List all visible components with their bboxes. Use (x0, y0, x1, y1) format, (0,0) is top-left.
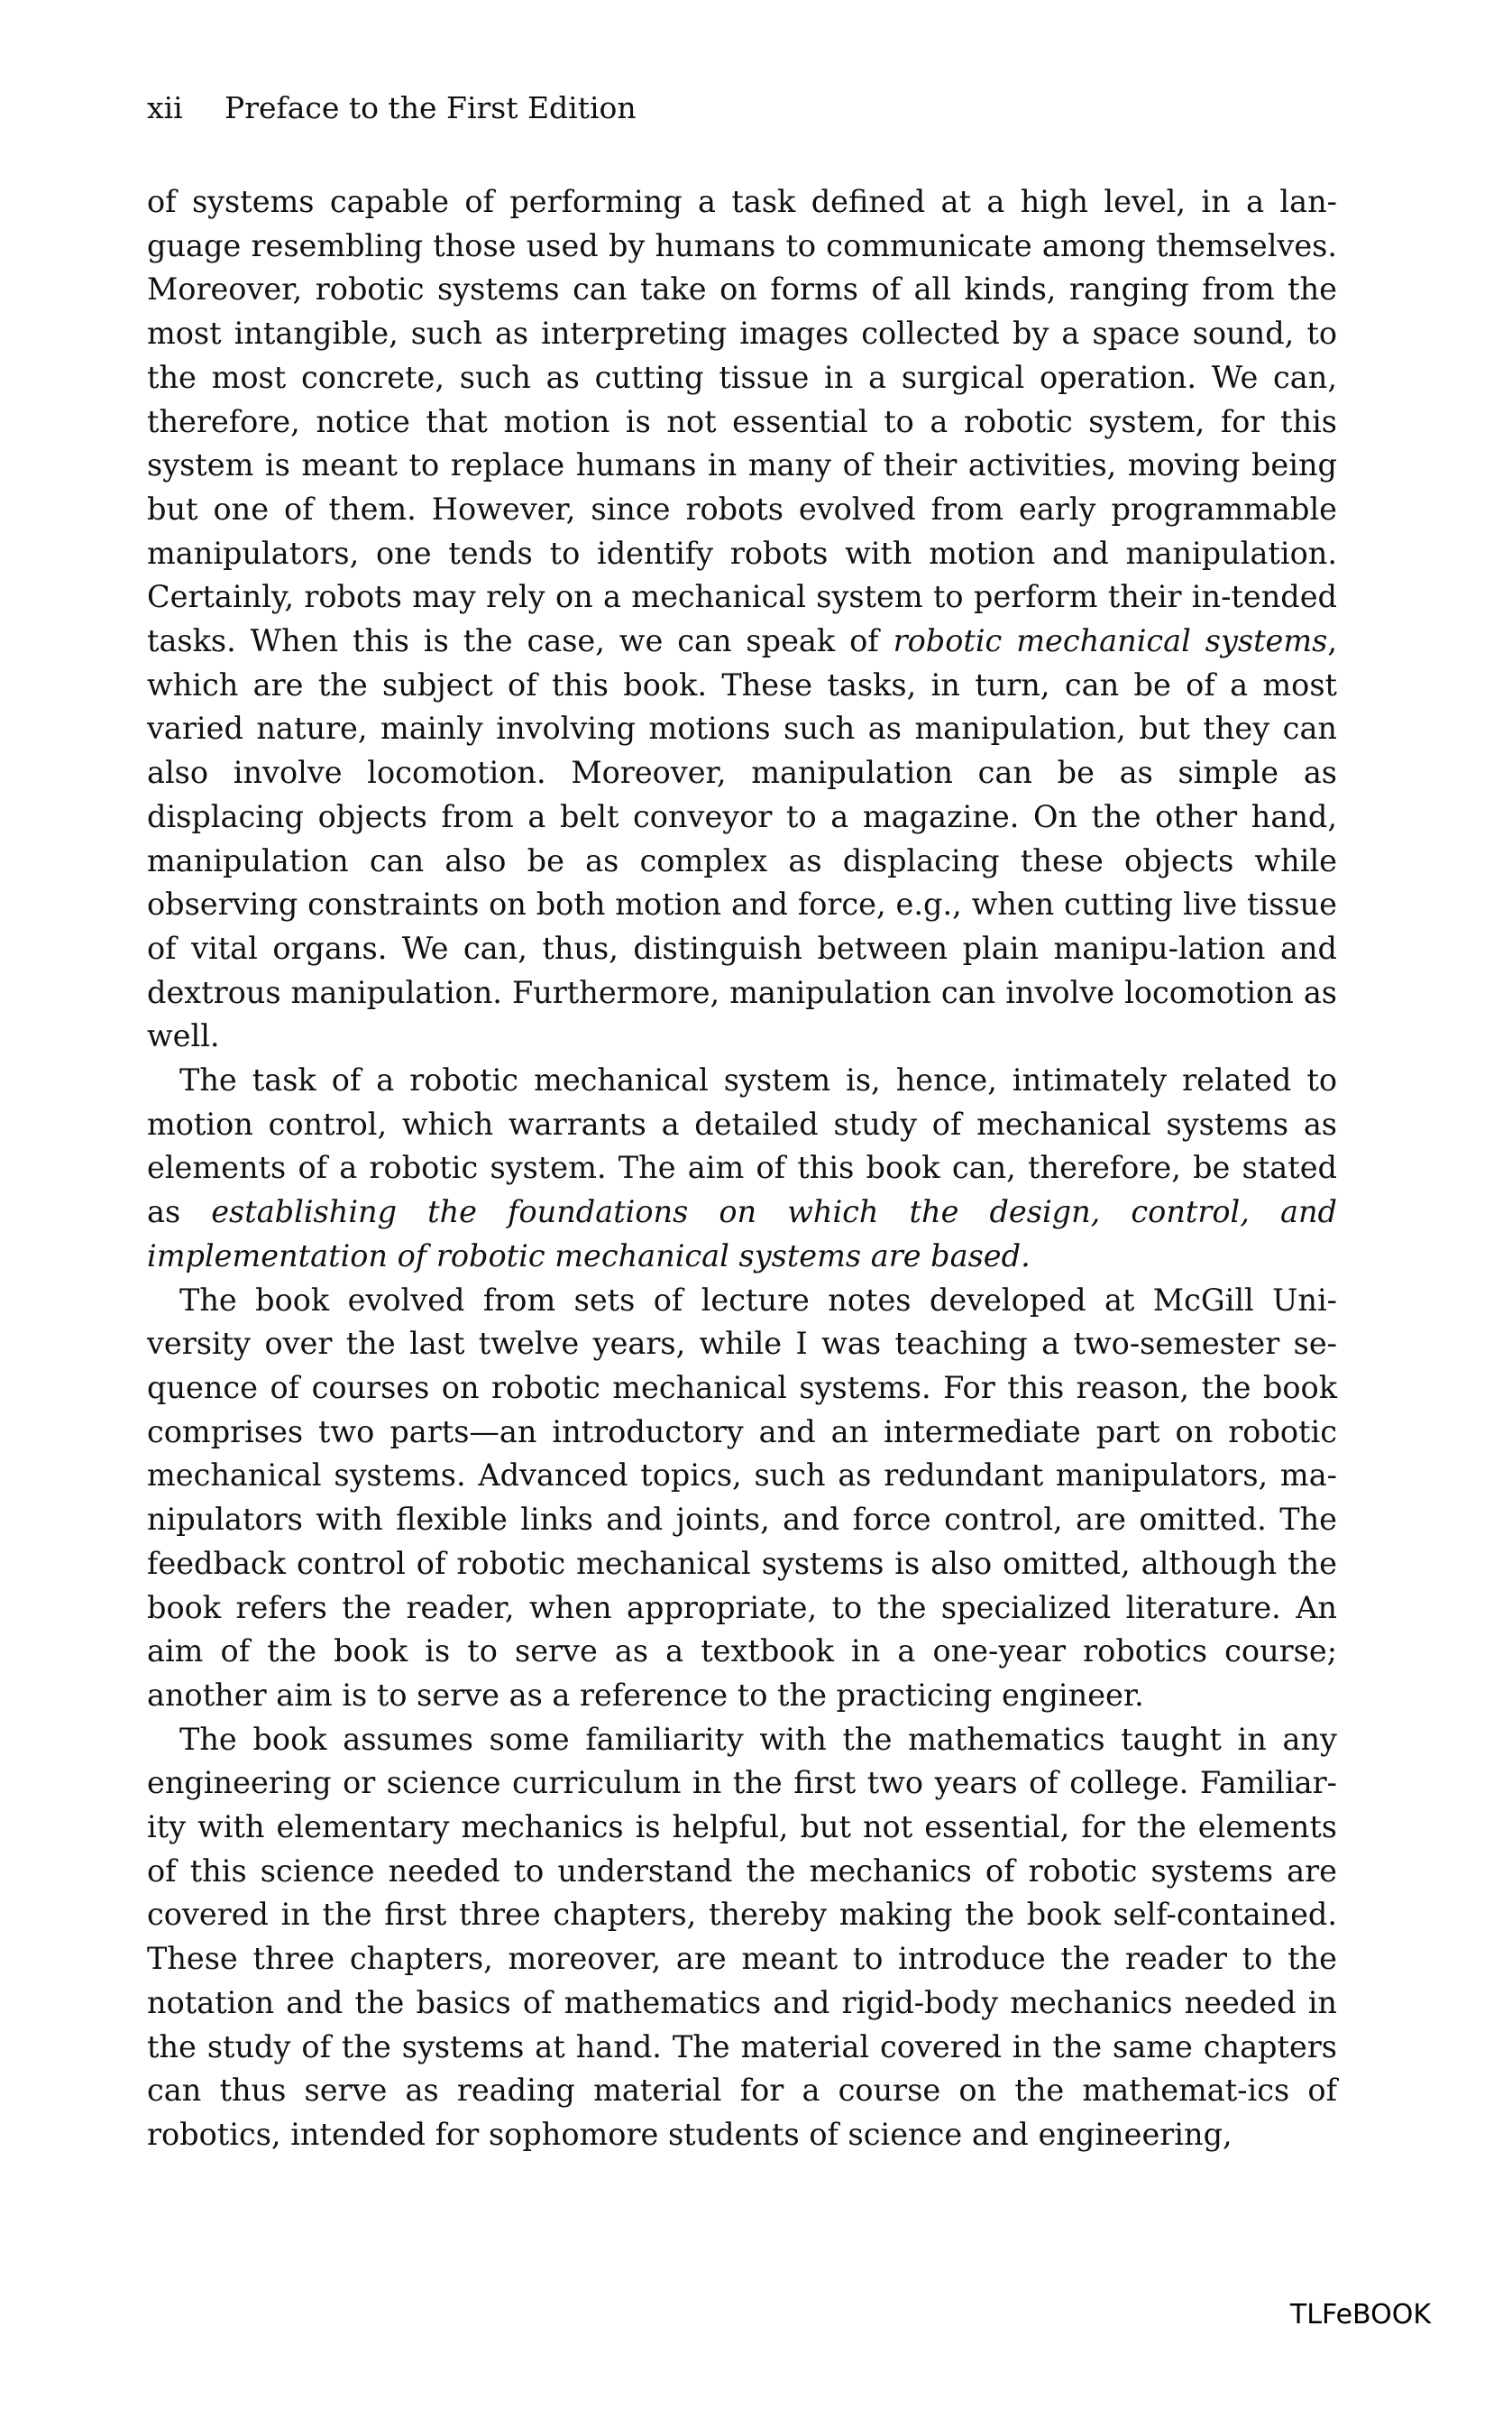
body-text (147, 180, 1337, 2157)
scan-watermark-label: TLFeBOOK (1289, 2299, 1431, 2331)
running-title: Preface to the First Edition (225, 90, 637, 125)
paragraph-2 (147, 1059, 1337, 1279)
text-run: The book evolved from sets of lecture notes developed at McGill Uni-versity over the last twelve years, while I was teaching a two-semester se-quence of courses on robotic mechanical systems. For this reason, the book comprises two parts—an introductory and an intermediate part on robotic mechanical systems. Advanced topics, such as redundant manipulators, ma-nipulators with flexible links and joints, and force control, are omitted. The feedback control of robotic mechanical systems is also omitted, although the book refers the reader, when appropriate, to the specialized literature. An aim of the book is to serve as a textbook in a one-year robotics course; another aim is to serve as a reference to the practicing engineer. (147, 1282, 1337, 1713)
italic-text-run: robotic mechanical systems (893, 623, 1328, 659)
running-head (147, 90, 637, 126)
text-run: The task of a robotic mechanical system is, hence, intimately related to motion control, which warrants a detailed study of mechanical systems as elements of a robotic system. The aim of this book can, therefore, be stated as (147, 1062, 1337, 1230)
italic-text-run: establishing the foundations on which the design, control, and implementation of robotic mechanical systems are based. (147, 1194, 1337, 1273)
text-run: of systems capable of performing a task defined at a high level, in a lan-guage resembling those used by humans to communicate among themselves. Moreover, robotic systems can take on forms of all kinds, ranging from the most intangible, such as interpreting images collected by a space sound, to the most concrete, such as cutting tissue in a surgical operation. We can, therefore, notice that motion is not essential to a robotic system, for this system is meant to replace humans in many of their activities, moving being but one of them. However, since robots evolved from early programmable manipulators, one tends to identify robots with motion and manipulation. Certainly, robots may rely on a mechanical system to perform their in-tended tasks. When this is the case, we can speak of (147, 184, 1337, 659)
paragraph-3 (147, 1279, 1337, 1718)
text-run: , which are the subject of this book. These tasks, in turn, can be of a most varied nature, mainly involving motions such as manipulation, but they can also involve locomotion. Moreover, manipulation can be as simple as displacing objects from a belt conveyor to a magazine. On the other hand, manipulation can also be as complex as displacing these objects while observing constraints on both motion and force, e.g., when cutting live tissue of vital organs. We can, thus, distinguish between plain manipu-lation and dextrous manipulation. Furthermore, manipulation can involve locomotion as well. (147, 623, 1337, 1054)
text-run: The book assumes some familiarity with the mathematics taught in any engineering or science curriculum in the first two years of college. Familiar-ity with elementary mechanics is helpful, but not essential, for the elements of this science needed to understand the mechanics of robotic systems are covered in the first three chapters, thereby making the book self-contained. These three chapters, moreover, are meant to introduce the reader to the notation and the basics of mathematics and rigid-body mechanics needed in the study of the systems at hand. The material covered in the same chapters can thus serve as reading material for a course on the mathemat-ics of robotics, intended for sophomore students of science and engineering, (147, 1721, 1337, 2152)
paragraph-1 (147, 180, 1337, 1059)
paragraph-4 (147, 1718, 1337, 2157)
page-number: xii (147, 90, 183, 125)
